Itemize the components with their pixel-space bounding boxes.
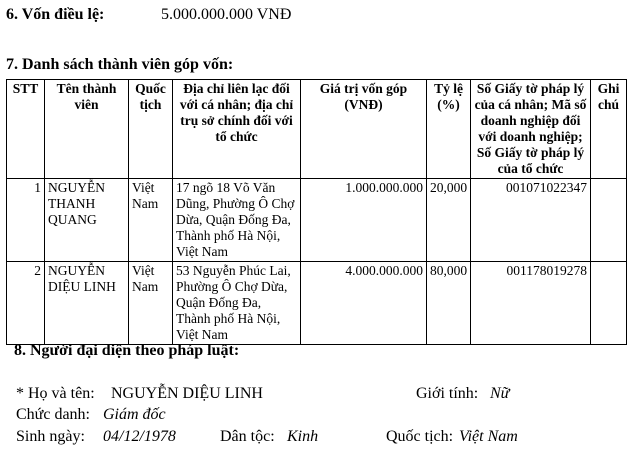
row-capital: 1.000.000.000 (301, 179, 427, 262)
rep-gender-value: Nữ (490, 385, 510, 402)
members-table (6, 79, 627, 345)
row-name: NGUYỄN THANH QUANG (45, 179, 129, 262)
table-row (7, 262, 627, 345)
header-capital: Giá trị vốn góp (VNĐ) (301, 80, 427, 179)
row-stt: 2 (7, 262, 45, 345)
rep-gender-label: Giới tính: (416, 385, 479, 402)
row-nationality: Việt Nam (129, 179, 173, 262)
rep-ethnicity-label: Dân tộc: (220, 428, 275, 445)
row-stt: 1 (7, 179, 45, 262)
rep-dob-label: Sinh ngày: (16, 428, 85, 445)
representative-title: 8. Người đại diện theo pháp luật: (14, 342, 240, 359)
header-address: Địa chỉ liên lạc đối với cá nhân; địa chỉ trụ sở chính đối với tổ chức (173, 80, 301, 179)
row-address: 17 ngõ 18 Võ Văn Dũng, Phường Ô Chợ Dừa, Quận Đống Đa, Thành phố Hà Nội, Việt Nam (173, 179, 301, 262)
header-nationality: Quốc tịch (129, 80, 173, 179)
header-name: Tên thành viên (45, 80, 129, 179)
row-ratio: 80,000 (427, 262, 471, 345)
row-ratio: 20,000 (427, 179, 471, 262)
row-capital: 4.000.000.000 (301, 262, 427, 345)
header-legal-doc: Số Giấy tờ pháp lý của cá nhân; Mã số doanh nghiệp đối với doanh nghiệp; Số Giấy tờ pháp lý của tổ chức (471, 80, 591, 179)
charter-capital-value: 5.000.000.000 VNĐ (161, 6, 292, 23)
rep-nationality-label: Quốc tịch: (386, 428, 454, 445)
row-legal-doc: 001071022347 (471, 179, 591, 262)
rep-name-value: NGUYỄN DIỆU LINH (111, 385, 263, 402)
rep-dob-value: 04/12/1978 (103, 428, 176, 445)
row-nationality: Việt Nam (129, 262, 173, 345)
header-ratio: Tỷ lệ (%) (427, 80, 471, 179)
row-name: NGUYỄN DIỆU LINH (45, 262, 129, 345)
rep-position-value: Giám đốc (103, 406, 166, 423)
header-notes: Ghi chú (591, 80, 627, 179)
header-stt: STT (7, 80, 45, 179)
row-legal-doc: 001178019278 (471, 262, 591, 345)
charter-capital-label: 6. Vốn điều lệ: (6, 6, 105, 23)
table-header-row (7, 80, 627, 179)
row-notes (591, 179, 627, 262)
row-notes (591, 262, 627, 345)
rep-nationality-value: Việt Nam (459, 428, 518, 445)
row-address: 53 Nguyễn Phúc Lai, Phường Ô Chợ Dừa, Quận Đống Đa, Thành phố Hà Nội, Việt Nam (173, 262, 301, 345)
rep-ethnicity-value: Kinh (287, 428, 319, 445)
rep-name-label: * Họ và tên: (16, 385, 95, 402)
table-row (7, 179, 627, 262)
members-section-title: 7. Danh sách thành viên góp vốn: (6, 56, 234, 73)
rep-position-label: Chức danh: (16, 406, 90, 423)
